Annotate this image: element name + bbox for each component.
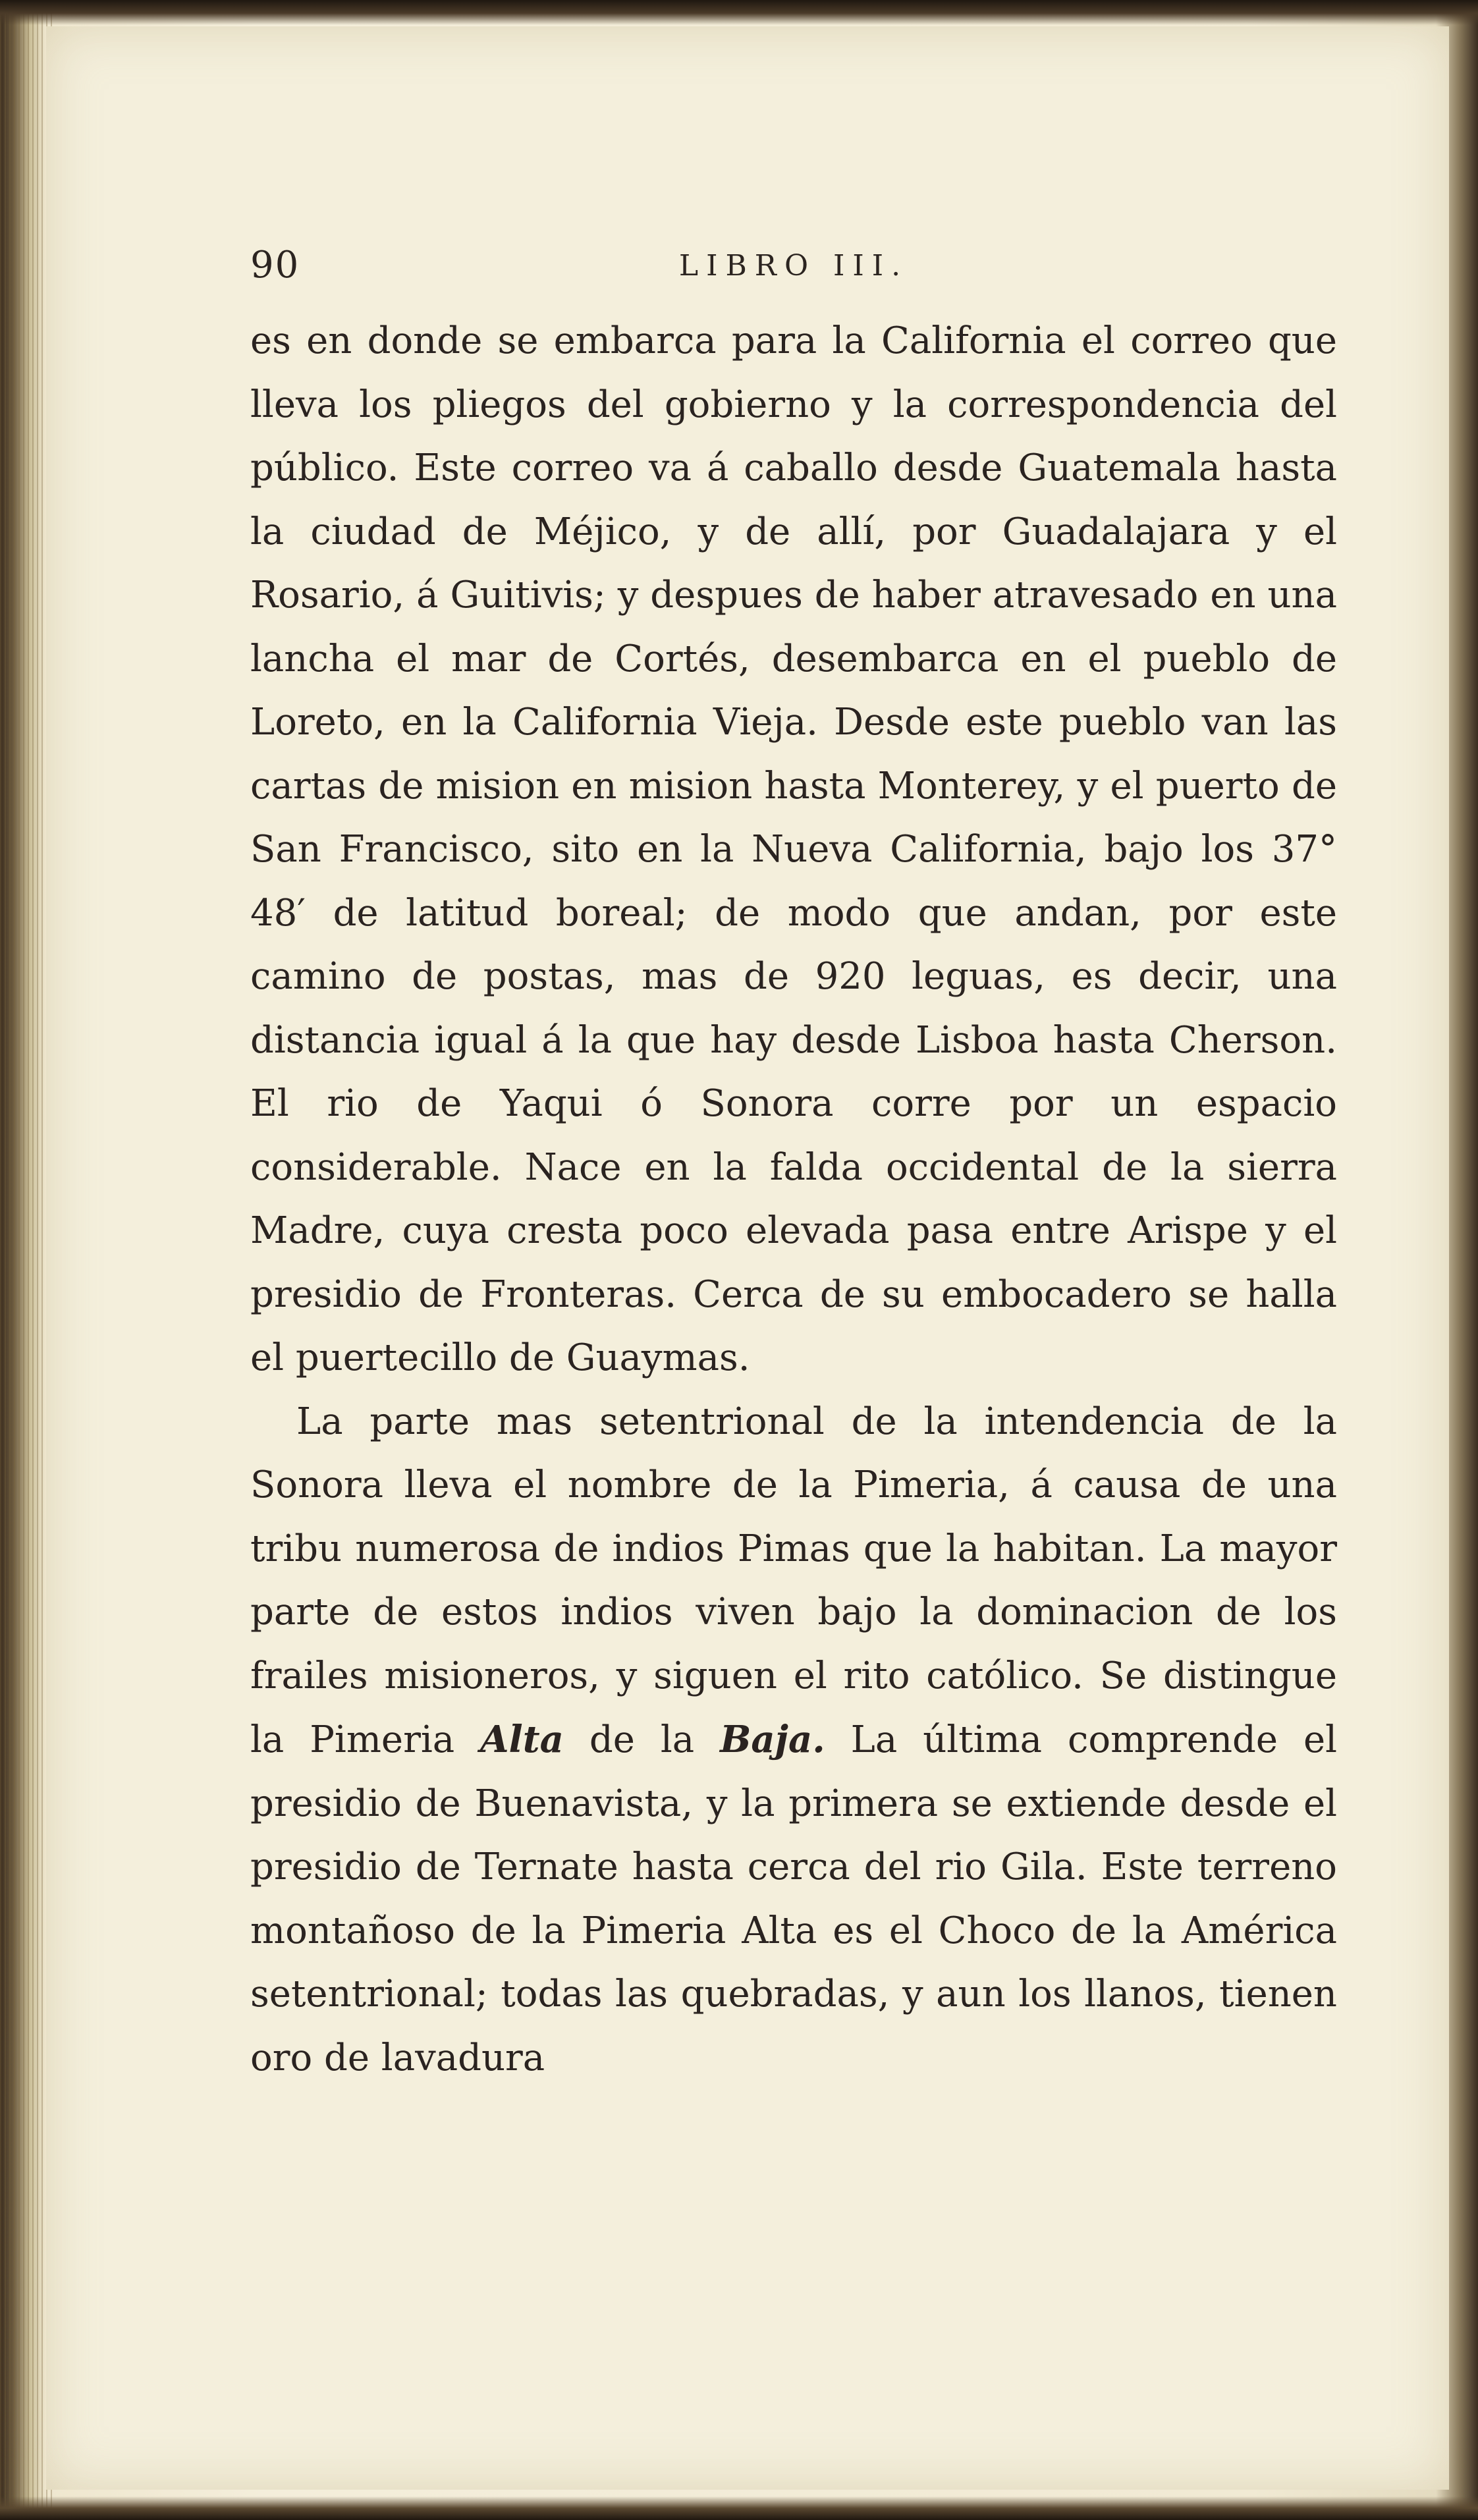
paragraph-1: es en donde se embarca para la California el correo que lleva los pliegos del gobierno y la correspondencia del público. Este correo va á caballo desde Guatemala hasta la ciudad de Méjico, y de allí, por Guadalajara y el Rosario, á Guitivis; y despues de haber atravesado en una lancha el mar de Cortés, desembarca en el pueblo de Loreto, en la California Vieja. Desde este pueblo van las cartas de mision en mision hasta Monterey, y el puerto de San Francisco, sito en la Nueva California, bajo los 37° 48′ de latitud boreal; de modo que andan, por este camino de postas, mas de 920 leguas, es decir, una distancia igual á la que hay desde Lisboa hasta Cherson. El rio de Yaqui ó Sonora corre por un espacio considerable. Nace en la falda occidental de la sierra Madre, cuya cresta poco elevada pasa entre Arispe y el presidio de Fronteras. Cerca de su embocadero se halla el puertecillo de Guaymas. [250, 319, 1337, 1379]
pimeria-baja-term: Baja. [720, 1718, 825, 1761]
pimeria-alta-term: Alta [480, 1718, 564, 1761]
paragraph-2-part-3: La última comprende el presidio de Buenavista, y la primera se extiende desde el presidio de Ternate hasta cerca del rio Gila. Este terreno montañoso de la Pimeria Alta es el Choco de la América setentrional; todas las quebradas, y aun los llanos, tienen oro de lavadura [250, 1718, 1337, 2079]
paragraph-2 [250, 1390, 1337, 2091]
bottom-edge-shadow [0, 2496, 1478, 2520]
book-gutter [0, 0, 53, 2520]
body-text [250, 310, 1337, 2090]
book-label: LIBRO III. [678, 249, 909, 283]
running-head [250, 244, 1337, 296]
paragraph-2-part-1: La parte mas setentrional de la intendencia de la Sonora lleva el nombre de la Pimeria, á causa de una tribu numerosa de indios Pimas que la habitan. La mayor parte de estos indios viven bajo la dominacion de los frailes misioneros, y siguen el rito católico. Se distingue la Pimeria [250, 1400, 1337, 1761]
page-number: 90 [250, 244, 300, 287]
top-edge-shadow [0, 0, 1478, 25]
paragraph-2-part-2: de la [563, 1718, 721, 1761]
